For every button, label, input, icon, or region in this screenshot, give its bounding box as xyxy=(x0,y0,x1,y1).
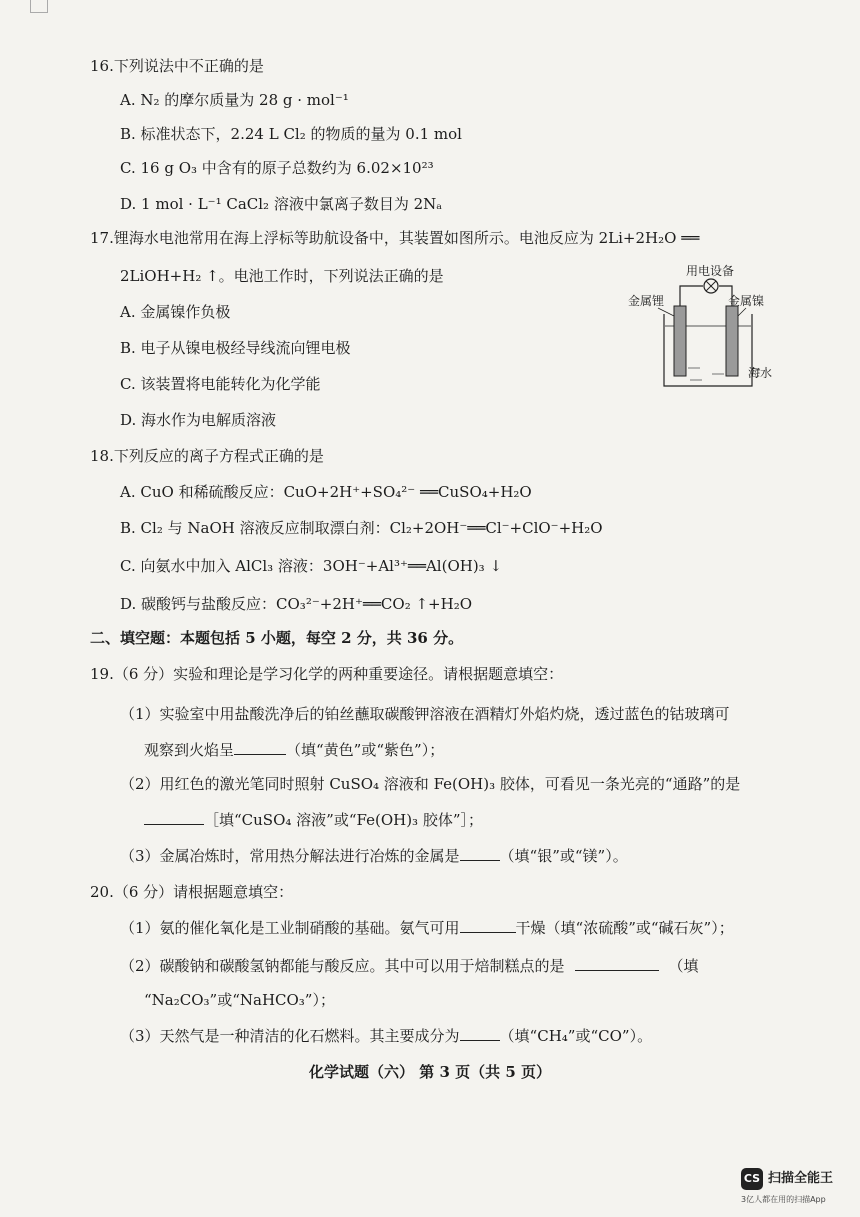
q19-part1-hint: （填“黄色”或“紫色”）； xyxy=(286,741,445,759)
answer-blank-19-2[interactable] xyxy=(144,810,204,825)
q20-part3 xyxy=(120,1026,652,1046)
q20-part2-hint: （填 xyxy=(668,957,699,975)
camscanner-name: 扫描全能王 xyxy=(768,1171,834,1186)
q17-stem-line2: 2LiOH+H₂ ↑。电池工作时，下列说法正确的是 xyxy=(120,267,444,285)
q18-option-c: C. 向氨水中加入 AlCl₃ 溶液：3OH⁻+Al³⁺══Al(OH)₃ ↓ xyxy=(120,557,503,575)
q17-option-a: A. 金属镍作负极 xyxy=(120,303,231,321)
q16-option-d: D. 1 mol · L⁻¹ CaCl₂ 溶液中氯离子数目为 2Nₐ xyxy=(120,195,443,213)
q20-part1 xyxy=(120,918,734,938)
q19-stem: 19.（6 分）实验和理论是学习化学的两种重要途径。请根据题意填空： xyxy=(90,665,564,683)
answer-blank-20-3[interactable] xyxy=(460,1026,500,1041)
q19-part1-line1: （1）实验室中用盐酸洗净后的铂丝蘸取碳酸钾溶液在酒精灯外焰灼烧，透过蓝色的钴玻璃可 xyxy=(120,705,730,723)
q20-part3-text: （3）天然气是一种清洁的化石燃料。其主要成分为 xyxy=(120,1027,460,1045)
camscanner-tagline: 3亿人都在用的扫描App xyxy=(741,1195,826,1204)
q20-part3-hint: （填“CH₄”或“CO”）。 xyxy=(499,1027,653,1045)
label-lithium: 金属锂 xyxy=(628,294,665,308)
answer-blank-19-1[interactable] xyxy=(234,740,286,755)
q17-option-b: B. 电子从镍电极经导线流向锂电极 xyxy=(120,339,351,357)
q20-part1-text: （1）氨的催化氧化是工业制硝酸的基础。氨气可用 xyxy=(120,919,460,937)
staple-mark xyxy=(30,0,48,13)
q16-stem: 16.下列说法中不正确的是 xyxy=(90,57,264,75)
q17-option-c: C. 该装置将电能转化为化学能 xyxy=(120,375,321,393)
q16-option-c: C. 16 g O₃ 中含有的原子总数约为 6.02×10²³ xyxy=(120,159,434,177)
q19-part2-hint: ［填“CuSO₄ 溶液”或“Fe(OH)₃ 胶体”］； xyxy=(204,811,483,829)
answer-blank-19-3[interactable] xyxy=(460,846,500,861)
battery-apparatus-figure xyxy=(628,258,778,398)
label-seawater: 海水 xyxy=(748,366,773,380)
q20-part2-line2: “Na₂CO₃”或“NaHCO₃”）； xyxy=(144,991,335,1009)
page-footer: 化学试题（六） 第 3 页（共 5 页） xyxy=(309,1063,551,1081)
answer-blank-20-1[interactable] xyxy=(460,918,516,933)
section-heading: 二、填空题：本题包括 5 小题，每空 2 分，共 36 分。 xyxy=(90,629,464,647)
q19-part1-line2 xyxy=(144,740,444,760)
q17-option-d: D. 海水作为电解质溶液 xyxy=(120,411,277,429)
q16-option-a: A. N₂ 的摩尔质量为 28 g · mol⁻¹ xyxy=(120,91,349,109)
q20-part1-hint: 干燥（填“浓硫酸”或“碱石灰”）； xyxy=(515,919,734,937)
q18-option-d: D. 碳酸钙与盐酸反应：CO₃²⁻+2H⁺══CO₂ ↑+H₂O xyxy=(120,595,473,613)
q17-stem-line1: 17.锂海水电池常用在海上浮标等助航设备中，其装置如图所示。电池反应为 2Li+2H₂O ══ xyxy=(90,229,700,247)
q19-part3-text: （3）金属冶炼时，常用热分解法进行冶炼的金属是 xyxy=(120,847,460,865)
label-nickel: 金属镍 xyxy=(728,294,765,308)
q19-part2-line1: （2）用红色的激光笔同时照射 CuSO₄ 溶液和 Fe(OH)₃ 胶体，可看见一条光亮的“通路”的是 xyxy=(120,775,741,793)
q18-option-b: B. Cl₂ 与 NaOH 溶液反应制取漂白剂：Cl₂+2OH⁻══Cl⁻+ClO⁻+H₂O xyxy=(120,519,603,537)
q19-part2-line2 xyxy=(144,810,483,830)
q19-part1-text: 观察到火焰呈 xyxy=(144,741,235,759)
q18-option-a: A. CuO 和稀硫酸反应：CuO+2H⁺+SO₄²⁻ ══CuSO₄+H₂O xyxy=(120,483,532,501)
q19-part3 xyxy=(120,846,628,866)
label-device: 用电设备 xyxy=(686,264,735,278)
q16-option-b: B. 标准状态下，2.24 L Cl₂ 的物质的量为 0.1 mol xyxy=(120,125,462,143)
q18-stem: 18.下列反应的离子方程式正确的是 xyxy=(90,447,324,465)
q20-part2-line1 xyxy=(120,956,699,976)
camscanner-logo: CS xyxy=(741,1168,763,1190)
q19-part3-hint: （填“银”或“镁”）。 xyxy=(499,847,628,865)
q20-part2-text: （2）碳酸钠和碳酸氢钠都能与酸反应。其中可以用于焙制糕点的是 xyxy=(120,957,565,975)
q20-stem: 20.（6 分）请根据题意填空： xyxy=(90,883,294,901)
answer-blank-20-2[interactable] xyxy=(575,956,659,971)
